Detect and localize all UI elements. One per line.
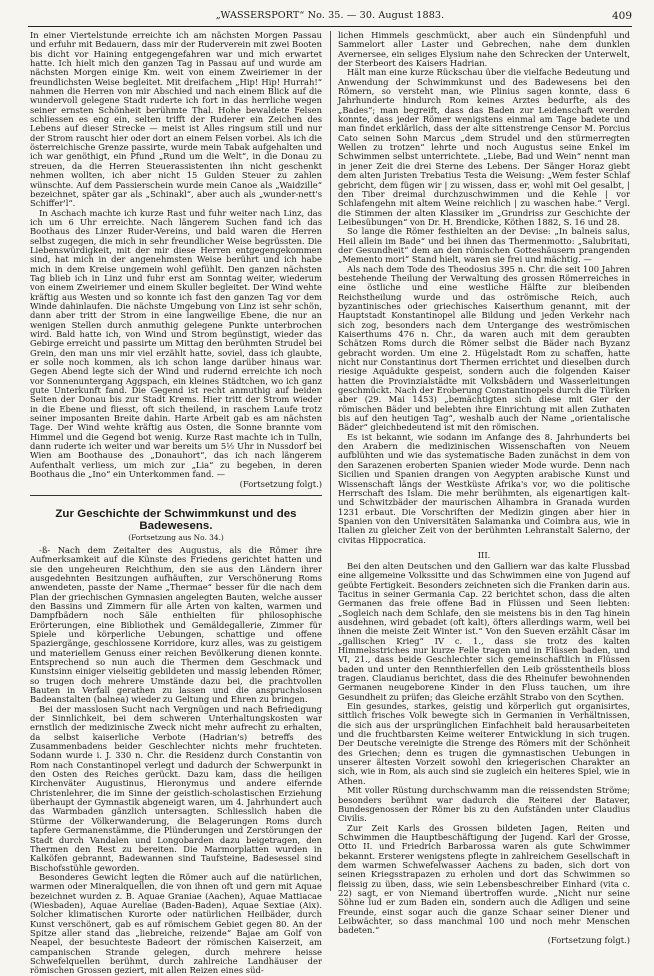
article-subtitle: (Fortsetzung aus No. 34.) — [128, 532, 224, 542]
paragraph: Ein gesundes, starkes, geistig und körperlich gut organisirtes, sittlich frisches Volk bewegte sich in Germanien in Verhältnissen, die sich aus der ursprünglichen Einfachheit bald herausarbeiteten und die fruchtbarsten Keime weiterer Entwicklung in sich trugen. Der Deutsche vereinigte die Strenge des Römers mit der Schönheit des Griechen; denn es trugen die gymnastischen Uebungen in unserer ältesten Vorzeit sowohl den kriegerischen Charakter an sich, wie in Rom, als auch sind sie zugleich ein heiteres Spiel, wie in Athen. — [338, 701, 630, 786]
columns — [30, 30, 636, 976]
page-number: 409 — [611, 10, 632, 22]
column-divider — [330, 31, 331, 891]
article-title: Zur Geschichte der Schwimmkunst und des Badewesens. — [55, 507, 297, 532]
paragraph: Hält man eine kurze Rückschau über die vielfache Bedeutung und Anwendung der Schwimmkunst und des Badewesens bei den Römern, so versteht man, wie Plinius sagen konnte, dass 6 Jahrhunderte hindurch Rom keines Arztes bedurfte, als des „Bades“; man begreift, dass das Baden zur Leidenschaft werden konnte, dass jeder Römer wenigstens einmal am Tage badete und man findet erklärlich, dass der alte sittenstrenge Censor M. Porcius Cato seinen Sohn Marcus „dem Strudel und den stürmerregten Wellen zu trotzen“ lehrte und noch Augustus seine Enkel im Schwimmen selbst unterrichtete. „Liebe, Bad und Wein“ nennt man in jener Zeit die drei Sterne des Lebens. Der Sänger Horaz giebt dem alten Juristen Trebatius Testa die Weisung: „Wem fester Schlaf gebricht, dem fügen wir | zu wissen, dass er, wohl mit Oel gesalbt, | den Tiber dreimal durchzuschwimmen und die Kehle | vor Schlafengehn mit altem Weine reichlich | zu waschen habe.“ Vergl. die Stimmen der alten Klassiker im „Grundriss zur Geschichte der Leibesübungen“ von Dr. H. Brendicke, Köthen 1882, S. 16 und 28. — [338, 67, 630, 227]
right-column — [338, 30, 630, 945]
page-header — [28, 10, 632, 27]
paragraph: -ß- Nach dem Zeitalter des Augustus, als die Römer ihre Aufmerksamkeit auf die Künste des Friedens gerichtet hatten und sie den ungeheuren Reichthum, den sie aus den Ländern ihrer ausgedehnten Besitzungen aufhäuften, zur Verschönerung Roms anwendeten, passte der Name „Thermae“ besser für die nach dem Plan der griechischen Gymnasien angelegten Bauten, welche ausser den Bassins und Zimmern für alle Arten von kalten, warmen und Dampfbädern noch Säle enthielten für philosophische Erörterungen, eine Bibliothek und Gemäldegallerie, Zimmer für Spiele und körperliche Uebungen, schattige und offene Spaziergänge, geschlossene Korridore, kurz alles, was zu geistigem und materiellem Genuss einer reichen Bevölkerung dienen konnte. Entsprechend so nun auch die Thermen dem Geschmack und Kunstsinn einiger vielseitig gebildeten und massig lebenden Römer, so trugen doch mehrere Umstände dazu bei, die prachtvollen Bauten in Verfall gerathen zu lassen und die anspruchslosen Badeanstalten (balnea) wieder zu Geltung und Ehren zu bringen. — [30, 544, 322, 705]
paragraph: In Aschach machte ich kurze Rast und fuhr weiter nach Linz, das ich um 6 Uhr erreichte. Nach längerem Suchen fand ich das Boothaus des Linzer Ruder-Vereins, und bald waren die Herren selbst zugegen, die mich in sehr freundlicher Weise begrüssten. Die Liebenswürdigkeit, mit der mir diese Herren entgegengekommen sind, hat mich in der angenehmsten Weise berührt und ich habe mich in dem Kreise ungemein wohl gefühlt. Den ganzen nächsten Tag blieb ich in Linz und fuhr erst am Sonntag weiter, wiederum von einem Zweiriemer und einem Skuller begleitet. Der Wind wehte kräftig aus Westen und so konnte ich fast den ganzen Tag vor dem Winde dahinlaufen. Die nächste Umgebung von Linz ist sehr schön, dann aber tritt der Strom in eine langweilige Ebene, die nur an wenigen Stellen durch anmuthig gelegene Punkte unterbrochen wird. Bald hatte ich, von Wind und Strom begünstigt, wieder das Gebirge erreicht und passirte um Mittag den berühmten Strudel bei Grein, den man uns mir viel erzählt hatte, soviel, dass ich glaubte, er solle noch kommen, als ich schon lange darüber hinaus war. Gegen Abend legte sich der Wind und rudernd erreichte ich noch vor Sonnenuntergang Aggspach, ein kleines Städtchen, wo ich ganz gute Unterkunft fand. Die Gegend ist recht anmuthig auf beiden Seiten der Donau bis zur Stadt Krems. Hier tritt der Strom wieder in die Ebene und fliesst, oft sich theilend, in raschem Laufe trotz seiner imposanten Breite dahin. Harte Arbeit gab es am nächsten Tage. Der Wind wehte kräftig aus Osten, die Sonne brannte vom Himmel und die Gegend bot wenig. Kurze Rast machte ich in Tulln, dann ruderte ich weiter und war bereits um 5½ Uhr in Nussdorf bei Wien am Boothause des „Donauhort“, das ich nach längerem Aufenthalt verliess, um mich zur „Lia“ zu begeben, in deren Boothaus die „Ino“ ein Unterkommen fand. — — [30, 207, 322, 480]
continuation-note: (Fortsetzung folgt.) — [547, 934, 630, 945]
paragraph: In einer Viertelstunde erreichte ich am nächsten Morgen Passau und erfuhr mit Bedauern, dass mir der Ruderverein mit zwei Booten bis dicht vor Haining entgegengefahren war und mich erwartet hatte. Ich hielt mich den ganzen Tag in Passau auf und wurde am nächsten Morgen einige Km. weit von einem Zweiriemer in der freundlichsten Weise begleitet. Mit dreifachem „Hip! Hip! Hurrah!“ nahmen die Herren von mir Abschied und nach einem Blick auf die wundervoll gelegene Stadt ruderte ich fort in das herrliche wegen seiner ernsten Schönheit berühmte Thal. Hohe bewaldete Felsen schliessen es eng ein, selten trifft der Ruderer ein Zeichen des Lebens auf dieser Strecke — meist ist Alles ringsum still und nur der Strom rauscht hier oder dort an einem Felsen vorbei. Als ich die österreichische Grenze passirte, wurde mein Tabak aufgehalten und ich war genöthigt, ein Pfund „Rund um die Welt“, in die Donau zu streuen, da die Herren Steuerassistenten ihn nicht geschenkt nehmen wollten, ich aber nicht 15 Gulden Steuer zu zahlen wünschte. Auf dem Passierschein wurde mein Canoe als „Waidzille“ bezeichnet, später gar als „Schinakl“, aber auch als „wunder-nett's Schiffer'l“. — [30, 30, 322, 209]
paragraph: Besonderes Gewicht legten die Römer auch auf die natürlichen, warmen oder Mineralquellen, die von ihnen oft und gern mit Aquae bezeichnet wurden z. B. Aquae Graniae (Aachen), Aquae Mattiacae (Wiesbaden), Aquae Aureliae (Baden-Baden), Aquae Sextiae (Aix). Solcher klimatischen Kurorte oder natürlichen Heilbäder, durch Kunst verschönert, gab es auf römischem Gebiet gegen 80. An der Spitze aller stand das „liebreiche, reizende“ Bajae am Golf von Neapel, der besuchteste Badeort der römischen Kaiserzeit, am campanischen Strande gelegen, durch mehrere heisse Schwefelquellen berühmt, durch zahlreiche Landhäuser der römischen Grossen geziert, mit allen Reizen eines süd- — [30, 871, 322, 976]
journal-title: „WASSERSPORT“ No. 35. — 30. August 1883. — [215, 10, 445, 21]
paragraph: Bei den alten Deutschen und den Galliern war das kalte Flussbad eine allgemeine Volkssitte und das Schwimmen eine von Jugend auf geübte Fertigkeit. Besonders zeichneten sich die Franken darin aus. Tacitus in seiner Germania Cap. 22 berichtet schon, dass die alten Germanen das freie offene Bad in Flüssen und Seen liebten: „Sogleich nach dem Schlafe, den sie meistens bis in den Tag hinein ausdehnen, wird gebadet (oft kalt), öfters allerdings warm, weil bei ihnen die meiste Zeit Winter ist.“ Von den Sueven erzählt Cäsar im „gallischen Krieg“ IV c. 1., dass sie trotz des kalten Himmelsstriches nur kurze Felle tragen und in Flüssen baden, und VI, 21., dass beide Geschlechter sich gemeinschaftlich in Flüssen baden und unter den Rennthierfellen den Leib grösstentheils bloss tragen. Claudianus berichtet, dass die des Rheinufer bewohnenden Germanen neugeborene Kinder in den Fluss tauchen, um ihre Gesundheit zu prüfen; das Gleiche erzählt Strabo von den Scythen. — [338, 560, 630, 702]
paragraph: Mit voller Rüstung durchschwamm man die reissendsten Ströme; besonders berühmt war dadurch die Reiterei der Bataver, Bundesgenossen der Römer bis zu den Aufständen unter Claudius Civilis. — [338, 785, 630, 824]
continuation-note: (Fortsetzung folgt.) — [239, 478, 322, 489]
paragraph: Zur Zeit Karls des Grossen bildeten Jagen, Reiten und Schwimmen die Hauptbeschäftigung der Jugend. Karl der Grosse, Otto II. und Friedrich Barbarossa waren als gute Schwimmer bekannt. Ersterer wenigstens pflegte in zahlreichem Gesellschaft in dem warmen Schwefelwasser Aachens zu baden, sich dort von seinen Kriegsstrapazen zu erholen und dort das Schwimmen so fleissig zu üben, dass, wie sein Lebensbeschreiber Einhard (vita c. 22) sagt, er von Niemand übertroffen wurde. „Nicht nur seine Söhne lud er zum Baden ein, sondern auch die Adligen und seine Freunde, einst sogar auch die ganze Schaar seiner Diener und Leibwächter, so dass manchmal 100 und noch mehr Menschen badeten.“ — [338, 822, 630, 936]
divider — [30, 495, 322, 496]
paragraph: Bei der masslosen Sucht nach Vergnügen und nach Befriedigung der Sinnlichkeit, bei dem schweren Unterhaltungskosten war ernstlich der medizinische Zweck nicht mehr aufrecht zu erhalten, da selbst kaiserliche Verbote (Hadrian's) betreffs des Zusammenbadens beider Geschlechter nichts mehr fruchteten. Sodann wurde i. J. 330 n. Chr. die Residenz durch Constantin von Rom nach Constantinopel verlegt und dadurch der Schwerpunkt in den Osten des Reiches gerückt. Dazu kam, dass die heiligen Kirchenväter Augustinus, Hieronymus und andere eifernde Christenlehrer, die im Sinne der geistlich-scholastischen Erziehung überhaupt der Gymnastik abgeneigt waren, um 4. Jahrhundert auch das Warmbaden gänzlich untersagten. Schliesslich haben die Stürme der Völkerwanderung, die Belagerungen Roms durch tapfere Germanenstämme, die Plünderungen und Zerstörungen der Stadt durch Vandalen und Longobarden dazu beigetragen, den Thermen den Rest zu bereiten. Die Marmorplatten wurden in Kalköfen gebrannt, Badewannen sind Taufsteine, Badesessel sind Bischofsstühle geworden. — [30, 703, 322, 873]
left-column — [30, 30, 322, 976]
paragraph: So lange die Römer festhielten an der Devise: „In balneis salus, Heil allein im Bade“ und bei ihnen das Thermenmotto: „Salubritati, der Gesundheit“ dem an den römischen Gotteshäusern prangenden „Memento mori“ Stand hielt, waren sie frei und mächtig. — — [338, 226, 630, 265]
paragraph: lichen Himmels geschmückt, aber auch ein Sündenpfuhl und Sammelort aller Laster und Gebrechen, nahe dem dunklen Avernersee, ein seliges Elysium nahe den Schrecken der Unterwelt, der Sterbeort des Kaisers Hadrian. — [338, 30, 630, 69]
paragraph: Als nach dem Tode des Theodosius 395 n. Chr. die seit 100 Jahren bestehende Theilung der Verwaltung des grossen Römerreiches in eine östliche und eine westliche Hälfte zur bleibenden Reichstheilung wurde und das oströmische Reich, auch byzantinisches oder griechisches Kaiserthum genannt, mit der Hauptstadt Konstantinopel alle Bildung und jeden Verkehr nach sich zog, besonders nach dem Untergange des weströmischen Kaiserthums 476 n. Chr., da waren auch mit dem geraubten Schätzen Roms durch die Römer selbst die Bäder nach Byzanz gebracht worden. Um eine 2. Hügelstadt Rom zu schaffen, hatte nicht nur Constantinus dort Thermen errichtet und dieselben durch riesige Aquädukte gespeist, sondern auch die folgenden Kaiser hatten die Provinzialstädte mit Volksbädern und Wasserleitungen geschmückt. Nach der Eroberung Constantinopels durch die Türken aber (29. Mai 1453) „bemächtigten sich diese mit Gier der römischen Bäder und belebten ihre Einrichtung mit allen Zuthaten bis auf den heutigen Tag“, weshalb auch der Name „orientalische Bäder“ gleichbedeutend ist mit den römischen. — [338, 263, 630, 433]
paragraph: Es ist bekannt, wie sodann im Anfange des 8. Jahrhunderts bei den Arabern die medizinischen Wissenschaften von Neuem aufblühten und wie das systematische Baden zunächst in dem von den Sarazenen eroberten Spanien wieder Mode wurde. Denn nach Sicilien und Spanien drangen von Aegypten arabische Kunst und Wissenschaft längs der Westküste Afrika's vor, wo die politische Herrschaft des Islam. Die mehr berühmten, als eigenartigen kalt- und Schwitzbäder der maurischen Alhambra in Granada wurden 1231 erbaut. Die Vorschriften der Medizin gingen aber hier in Spanien von den Universitäten Salamanka und Coimbra aus, wie in Italien zu gleicher Zeit von der berühmten Lehranstalt Salerno, der civitas Hippocratica. — [338, 431, 630, 545]
section-number: III. — [477, 549, 491, 560]
